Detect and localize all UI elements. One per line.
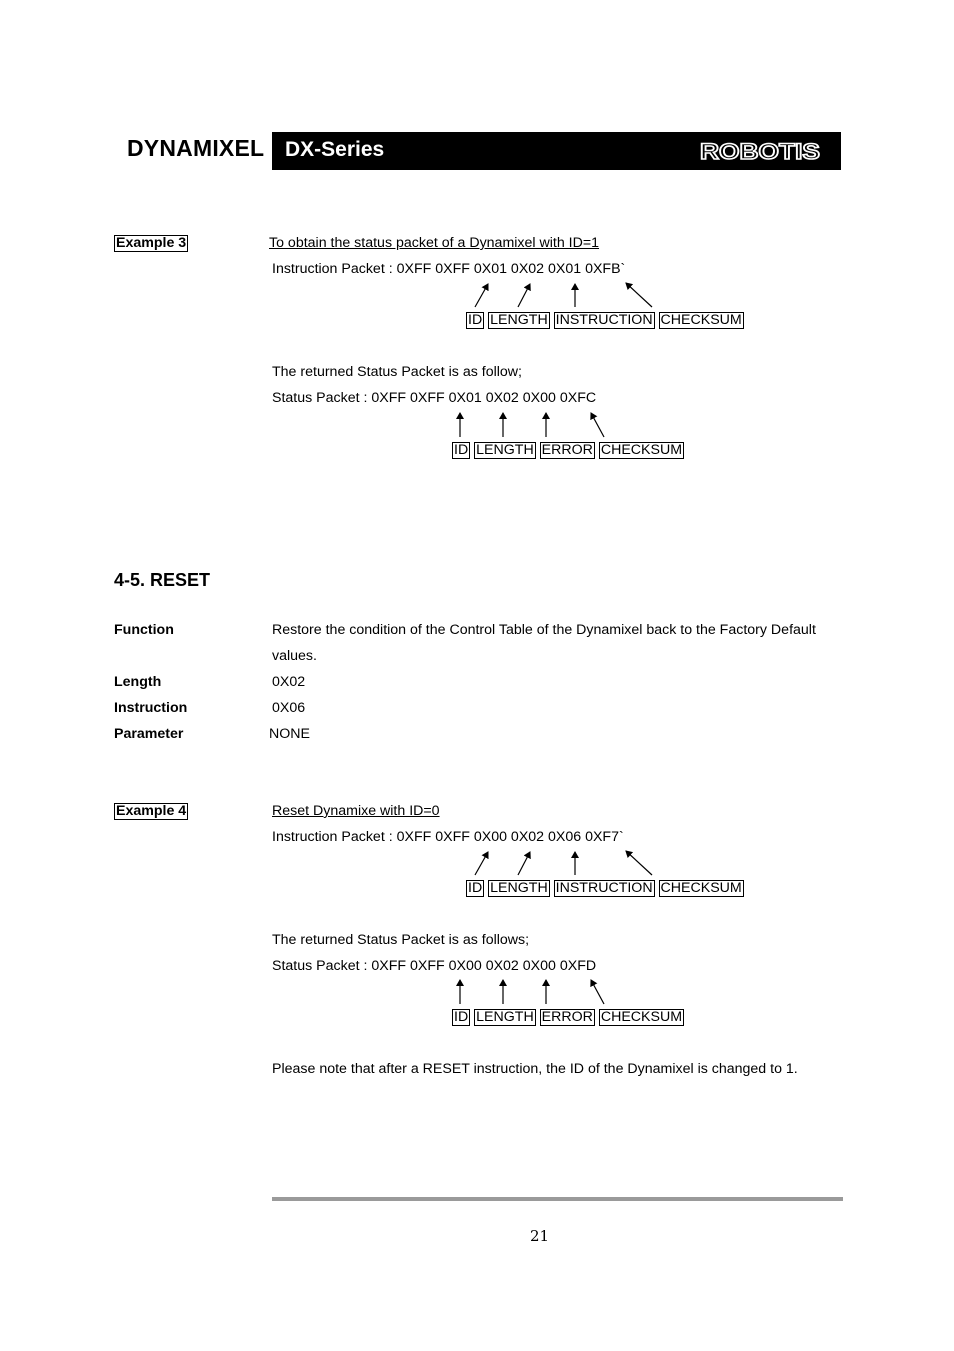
section-heading: 4-5. RESET — [114, 570, 211, 590]
label-checksum: CHECKSUM — [660, 880, 742, 896]
label-instruction: INSTRUCTION — [555, 312, 653, 328]
label-length: LENGTH — [476, 442, 534, 458]
returned-text-3: The returned Status Packet is as follow; — [272, 364, 522, 380]
instruction-packet-4: Instruction Packet : 0XFF 0XFF 0X00 0X02 0X06 0XF7` — [272, 829, 624, 845]
label-checksum: CHECKSUM — [660, 312, 742, 328]
reset-note: Please note that after a RESET instruction, the ID of the Dynamixel is changed to 1. — [272, 1061, 798, 1077]
label-id: ID — [454, 1009, 469, 1025]
label-id: ID — [468, 312, 483, 328]
function-text: Restore the condition of the Control Table of the Dynamixel back to the Factory Default — [272, 622, 816, 638]
label-id: ID — [454, 442, 469, 458]
parameter-label: Parameter — [114, 726, 184, 742]
label-checksum: CHECKSUM — [600, 1009, 683, 1025]
arrow — [626, 283, 652, 307]
length-label: Length — [114, 674, 162, 690]
returned-text-4: The returned Status Packet is as follows; — [272, 932, 530, 948]
footer-rule — [272, 1197, 843, 1201]
arrow — [626, 851, 652, 875]
function-label: Function — [114, 622, 174, 638]
page-number: 21 — [530, 1227, 550, 1245]
label-length: LENGTH — [490, 312, 548, 328]
example-3-title: To obtain the status packet of a Dynamixel with ID=1 — [269, 235, 600, 251]
status-packet-4: Status Packet : 0XFF 0XFF 0X00 0X02 0X00 0XFD — [272, 958, 597, 974]
example-3-label: Example 3 — [116, 235, 187, 251]
arrow — [518, 284, 530, 307]
instruction-label: Instruction — [114, 700, 188, 716]
parameter-value: NONE — [269, 726, 310, 742]
label-checksum: CHECKSUM — [600, 442, 683, 458]
label-id: ID — [468, 880, 483, 896]
label-error: ERROR — [541, 1009, 593, 1025]
label-length: LENGTH — [490, 880, 548, 896]
label-instruction: INSTRUCTION — [555, 880, 653, 896]
label-error: ERROR — [541, 442, 593, 458]
function-text-cont: values. — [272, 648, 317, 664]
example-4-label: Example 4 — [116, 803, 187, 819]
instruction-packet-3: Instruction Packet : 0XFF 0XFF 0X01 0X02 0X01 0XFB` — [272, 261, 626, 277]
status-packet-3: Status Packet : 0XFF 0XFF 0X01 0X02 0X00 0XFC — [272, 390, 597, 406]
arrow — [591, 413, 604, 437]
length-value: 0X02 — [272, 674, 306, 690]
arrow — [475, 284, 488, 307]
label-length: LENGTH — [476, 1009, 534, 1025]
instruction-value: 0X06 — [272, 700, 306, 716]
series-title: DX-Series — [285, 138, 385, 161]
example-4-title: Reset Dynamixe with ID=0 — [272, 803, 440, 819]
robotis-logo-text: ROBOTIS — [700, 139, 820, 163]
arrow — [591, 980, 604, 1004]
arrow — [475, 852, 488, 875]
arrow — [518, 852, 530, 875]
product-title: DYNAMIXEL — [127, 135, 265, 161]
